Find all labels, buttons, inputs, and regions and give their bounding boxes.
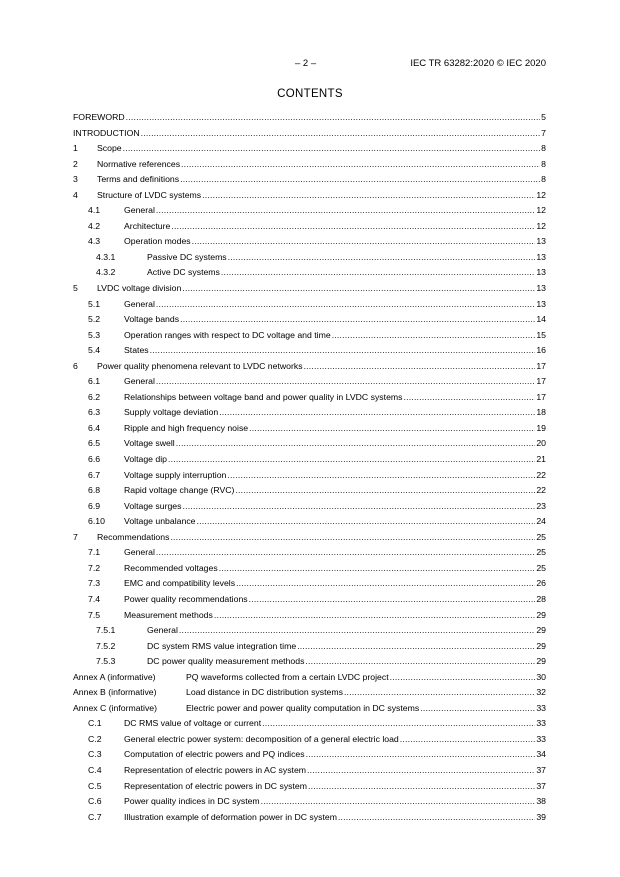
toc-leader xyxy=(202,190,535,200)
toc-label: Representation of electric powers in AC system xyxy=(124,764,307,775)
toc-entry[interactable] xyxy=(73,718,546,734)
toc-number: C.7 xyxy=(88,811,102,822)
toc-label: Power quality phenomena relevant to LVDC networks xyxy=(97,360,303,371)
toc-number: 4.2 xyxy=(88,220,101,231)
page-number: – 2 – xyxy=(295,58,317,69)
toc-label: States xyxy=(124,345,149,356)
toc-label: General xyxy=(147,625,178,636)
toc-entry[interactable] xyxy=(73,314,546,330)
toc-label: General xyxy=(124,205,155,216)
toc-entry[interactable] xyxy=(73,578,546,594)
toc-leader xyxy=(221,267,535,277)
toc-label: Voltage bands xyxy=(124,314,180,325)
toc-leader xyxy=(344,687,535,697)
toc-number: 6.7 xyxy=(88,469,101,480)
toc-leader xyxy=(182,501,535,511)
toc-leader xyxy=(235,485,535,495)
toc-entry[interactable] xyxy=(73,516,546,532)
toc-entry[interactable] xyxy=(73,641,546,657)
toc-leader xyxy=(192,236,536,246)
table-of-contents xyxy=(73,112,546,827)
toc-number: 7.3 xyxy=(88,578,101,589)
toc-label: Voltage unbalance xyxy=(124,516,196,527)
toc-leader xyxy=(171,221,535,231)
toc-entry[interactable] xyxy=(73,376,546,392)
toc-leader xyxy=(304,361,536,371)
toc-page: 19 xyxy=(536,422,546,433)
toc-entry[interactable] xyxy=(73,547,546,563)
toc-page: 32 xyxy=(536,687,546,698)
toc-page: 20 xyxy=(536,438,546,449)
toc-label: Active DC systems xyxy=(147,267,220,278)
toc-leader xyxy=(332,330,536,340)
toc-number: 7.5.3 xyxy=(96,656,116,667)
toc-page: 17 xyxy=(536,360,546,371)
toc-number: 6.9 xyxy=(88,500,101,511)
toc-leader xyxy=(390,672,536,682)
toc-label: Relationships between voltage band and power quality in LVDC systems xyxy=(124,391,403,402)
document-reference: IEC TR 63282:2020 © IEC 2020 xyxy=(410,58,546,69)
toc-entry[interactable] xyxy=(73,236,546,252)
toc-number: 6.10 xyxy=(88,516,105,527)
toc-page: 24 xyxy=(536,516,546,527)
toc-leader xyxy=(307,765,535,775)
toc-number: 4.3.1 xyxy=(96,251,116,262)
toc-entry[interactable] xyxy=(73,423,546,439)
toc-leader xyxy=(305,656,535,666)
toc-label: DC power quality measurement methods xyxy=(147,656,305,667)
toc-leader xyxy=(297,641,535,651)
toc-page: 33 xyxy=(536,702,546,713)
toc-page: 30 xyxy=(536,671,546,682)
page-header xyxy=(73,58,546,72)
page-title: CONTENTS xyxy=(277,88,343,100)
toc-entry[interactable] xyxy=(73,112,546,128)
toc-number: C.3 xyxy=(88,749,102,760)
toc-page: 13 xyxy=(536,236,546,247)
annex-label: Annex B (informative) xyxy=(73,687,157,698)
toc-entry[interactable] xyxy=(73,252,546,268)
toc-label: Measurement methods xyxy=(124,609,213,620)
toc-label: Power quality indices in DC system xyxy=(124,796,260,807)
toc-number: 4.1 xyxy=(88,205,101,216)
toc-page: 23 xyxy=(536,500,546,511)
toc-label: General xyxy=(124,376,155,387)
toc-entry[interactable] xyxy=(73,143,546,159)
toc-leader xyxy=(249,423,535,433)
annex-label: Annex C (informative) xyxy=(73,702,158,713)
toc-leader xyxy=(123,143,541,153)
toc-label: Recommendations xyxy=(97,531,170,542)
toc-page: 29 xyxy=(536,656,546,667)
toc-leader xyxy=(219,407,535,417)
toc-number: C.2 xyxy=(88,733,102,744)
toc-leader xyxy=(400,734,536,744)
toc-label: Electric power and power quality computation in DC systems xyxy=(186,702,420,713)
toc-label: General electric power system: decomposition of a general electric load xyxy=(124,733,399,744)
toc-leader xyxy=(182,283,535,293)
toc-label: Voltage surges xyxy=(124,500,182,511)
toc-number: 6.1 xyxy=(88,376,101,387)
toc-number: 6.5 xyxy=(88,438,101,449)
toc-page: 25 xyxy=(536,547,546,558)
toc-leader xyxy=(180,174,540,184)
toc-entry[interactable] xyxy=(73,128,546,144)
toc-number: C.6 xyxy=(88,796,102,807)
toc-leader xyxy=(306,749,536,759)
toc-page: 18 xyxy=(536,407,546,418)
toc-entry[interactable] xyxy=(73,734,546,750)
toc-entry[interactable] xyxy=(73,174,546,190)
toc-leader xyxy=(262,718,535,728)
toc-page: 17 xyxy=(536,376,546,387)
toc-number: 7.4 xyxy=(88,593,101,604)
toc-page: 5 xyxy=(541,112,546,122)
toc-entry[interactable] xyxy=(73,221,546,237)
toc-page: 15 xyxy=(536,329,546,340)
toc-label: Structure of LVDC systems xyxy=(97,189,202,200)
toc-label: Supply voltage deviation xyxy=(124,407,219,418)
toc-entry[interactable] xyxy=(73,749,546,765)
toc-label: Voltage swell xyxy=(124,438,175,449)
toc-number: 2 xyxy=(73,158,78,169)
toc-page: 26 xyxy=(536,578,546,589)
toc-leader xyxy=(150,345,536,355)
toc-number: 5.3 xyxy=(88,329,101,340)
toc-entry[interactable] xyxy=(73,812,546,828)
toc-entry[interactable] xyxy=(73,765,546,781)
toc-entry[interactable] xyxy=(73,299,546,315)
toc-page: 28 xyxy=(536,593,546,604)
toc-leader xyxy=(179,625,535,635)
toc-leader xyxy=(156,547,535,557)
toc-label: Scope xyxy=(97,143,122,154)
toc-number: 7.5.1 xyxy=(96,625,116,636)
toc-entry[interactable] xyxy=(73,345,546,361)
toc-entry[interactable] xyxy=(73,610,546,626)
toc-label: LVDC voltage division xyxy=(97,283,182,294)
toc-number: 6.3 xyxy=(88,407,101,418)
toc-entry[interactable] xyxy=(73,532,546,548)
toc-page: 12 xyxy=(536,220,546,231)
toc-leader xyxy=(156,299,535,309)
toc-leader xyxy=(176,438,536,448)
toc-page: 13 xyxy=(536,298,546,309)
toc-label: PQ waveforms collected from a certain LVDC project xyxy=(186,671,389,682)
toc-page: 22 xyxy=(536,469,546,480)
toc-number: 4 xyxy=(73,189,78,200)
toc-page: 8 xyxy=(541,174,546,185)
toc-number: 7.1 xyxy=(88,547,101,558)
toc-page: 13 xyxy=(536,267,546,278)
toc-label: Rapid voltage change (RVC) xyxy=(124,485,235,496)
toc-entry[interactable] xyxy=(73,672,546,688)
toc-leader xyxy=(141,128,541,138)
toc-label: Normative references xyxy=(97,158,181,169)
toc-label: General xyxy=(124,547,155,558)
toc-entry[interactable] xyxy=(73,470,546,486)
toc-number: 6.2 xyxy=(88,391,101,402)
toc-page: 12 xyxy=(536,205,546,216)
toc-page: 25 xyxy=(536,531,546,542)
toc-leader xyxy=(219,563,536,573)
annex-label: Annex A (informative) xyxy=(73,671,156,682)
toc-page: 37 xyxy=(536,780,546,791)
toc-leader xyxy=(197,516,536,526)
toc-number: 6.6 xyxy=(88,454,101,465)
toc-label: Illustration example of deformation power in DC system xyxy=(124,811,337,822)
toc-number: 4.3.2 xyxy=(96,267,116,278)
toc-page: 22 xyxy=(536,485,546,496)
toc-entry[interactable] xyxy=(73,501,546,517)
toc-page: 14 xyxy=(536,314,546,325)
toc-page: 13 xyxy=(536,251,546,262)
toc-page: 29 xyxy=(536,640,546,651)
toc-entry[interactable] xyxy=(73,267,546,283)
toc-page: 34 xyxy=(536,749,546,760)
toc-leader xyxy=(338,812,535,822)
toc-leader xyxy=(249,594,536,604)
toc-entry[interactable] xyxy=(73,407,546,423)
toc-entry[interactable] xyxy=(73,687,546,703)
toc-label: DC system RMS value integration time xyxy=(147,640,297,651)
toc-entry[interactable] xyxy=(73,796,546,812)
toc-leader xyxy=(156,205,535,215)
toc-number: 1 xyxy=(73,143,78,154)
toc-number: 7.2 xyxy=(88,562,101,573)
toc-leader xyxy=(214,610,535,620)
toc-entry[interactable] xyxy=(73,656,546,672)
toc-number: 5.4 xyxy=(88,345,101,356)
toc-leader xyxy=(156,376,535,386)
toc-label: Terms and definitions xyxy=(97,174,180,185)
toc-page: 12 xyxy=(536,189,546,200)
toc-page: 29 xyxy=(536,625,546,636)
toc-entry[interactable] xyxy=(73,438,546,454)
toc-label: General xyxy=(124,298,155,309)
toc-leader xyxy=(420,703,535,713)
toc-label: Operation modes xyxy=(124,236,191,247)
toc-leader xyxy=(403,392,535,402)
toc-page: 16 xyxy=(536,345,546,356)
toc-leader xyxy=(308,781,535,791)
toc-label: Passive DC systems xyxy=(147,251,227,262)
toc-number: 5 xyxy=(73,283,78,294)
toc-label: Ripple and high frequency noise xyxy=(124,422,249,433)
toc-page: 33 xyxy=(536,718,546,729)
toc-page: 17 xyxy=(536,391,546,402)
toc-page: 7 xyxy=(541,127,546,138)
toc-entry[interactable] xyxy=(73,485,546,501)
toc-leader xyxy=(170,532,535,542)
toc-leader xyxy=(227,470,535,480)
toc-number: 7.5 xyxy=(88,609,101,620)
toc-label: Voltage dip xyxy=(124,454,167,465)
toc-label: Operation ranges with respect to DC voltage and time xyxy=(124,329,331,340)
toc-label: FOREWORD xyxy=(73,112,125,122)
toc-number: C.5 xyxy=(88,780,102,791)
toc-entry[interactable] xyxy=(73,454,546,470)
toc-number: 7 xyxy=(73,531,78,542)
toc-label: DC RMS value of voltage or current xyxy=(124,718,262,729)
toc-leader xyxy=(261,796,536,806)
toc-page: 13 xyxy=(536,283,546,294)
toc-page: 33 xyxy=(536,733,546,744)
toc-entry[interactable] xyxy=(73,625,546,641)
toc-entry[interactable] xyxy=(73,330,546,346)
toc-page: 29 xyxy=(536,609,546,620)
toc-page: 25 xyxy=(536,562,546,573)
toc-number: C.4 xyxy=(88,764,102,775)
toc-page: 37 xyxy=(536,764,546,775)
toc-entry[interactable] xyxy=(73,283,546,299)
toc-number: 4.3 xyxy=(88,236,101,247)
toc-leader xyxy=(168,454,535,464)
toc-leader xyxy=(181,159,540,169)
toc-entry[interactable] xyxy=(73,392,546,408)
toc-page: 39 xyxy=(536,811,546,822)
toc-entry[interactable] xyxy=(73,190,546,206)
toc-number: 5.2 xyxy=(88,314,101,325)
toc-page: 21 xyxy=(536,454,546,465)
toc-entry[interactable] xyxy=(73,159,546,175)
toc-number: 5.1 xyxy=(88,298,101,309)
toc-label: Voltage supply interruption xyxy=(124,469,227,480)
toc-label: EMC and compatibility levels xyxy=(124,578,236,589)
toc-number: 6.4 xyxy=(88,422,101,433)
toc-label: Computation of electric powers and PQ indices xyxy=(124,749,305,760)
toc-leader xyxy=(236,578,535,588)
toc-leader xyxy=(228,252,536,262)
toc-leader xyxy=(126,112,541,122)
toc-number: 6.8 xyxy=(88,485,101,496)
toc-entry[interactable] xyxy=(73,361,546,377)
toc-entry[interactable] xyxy=(73,205,546,221)
toc-entry[interactable] xyxy=(73,781,546,797)
toc-number: 3 xyxy=(73,174,78,185)
toc-label: Recommended voltages xyxy=(124,562,218,573)
toc-label: Power quality recommendations xyxy=(124,593,248,604)
toc-label: Architecture xyxy=(124,220,171,231)
toc-entry[interactable] xyxy=(73,563,546,579)
toc-label: Representation of electric powers in DC system xyxy=(124,780,307,791)
toc-entry[interactable] xyxy=(73,594,546,610)
toc-number: 7.5.2 xyxy=(96,640,116,651)
toc-label: INTRODUCTION xyxy=(73,127,140,138)
toc-number: C.1 xyxy=(88,718,102,729)
toc-number: 6 xyxy=(73,360,78,371)
toc-entry[interactable] xyxy=(73,703,546,719)
toc-label: Load distance in DC distribution systems xyxy=(186,687,343,698)
toc-page: 8 xyxy=(541,158,546,169)
toc-page: 38 xyxy=(536,796,546,807)
toc-leader xyxy=(180,314,535,324)
toc-page: 8 xyxy=(541,143,546,154)
